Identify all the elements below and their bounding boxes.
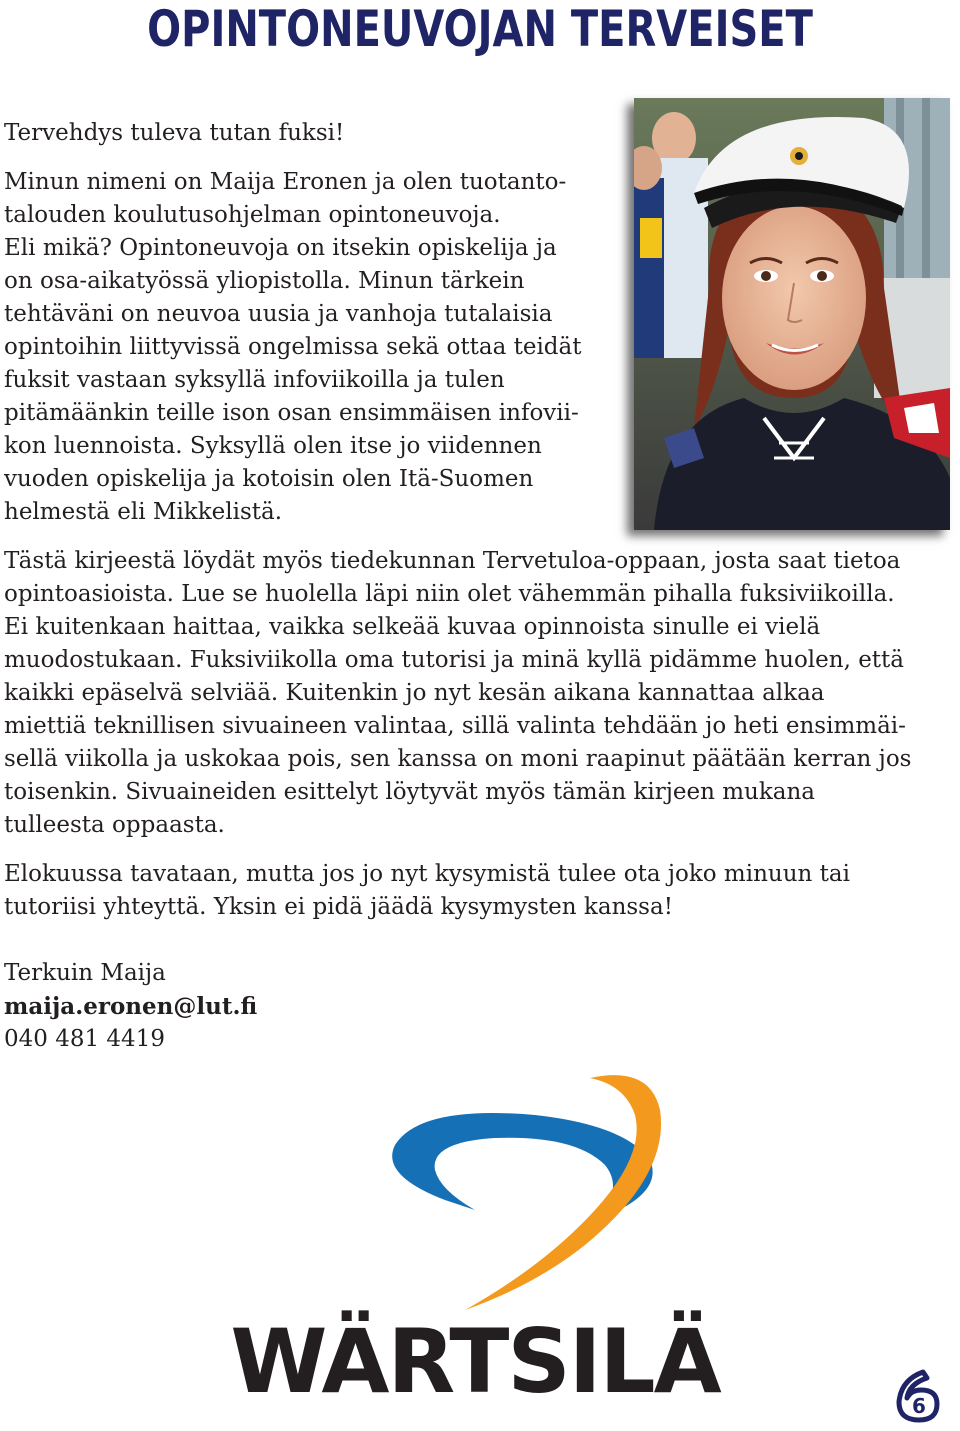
text-line: tulleesta oppaasta.: [4, 812, 225, 838]
page-number-badge: [893, 1368, 945, 1424]
phone-number: 040 481 4419: [4, 1026, 165, 1052]
page-title: OPINTONEUVOJAN TERVEISET: [147, 0, 813, 58]
text-line: opintoihin liittyvissä ongelmissa sekä ottaa teidät: [4, 334, 582, 360]
text-line: Eli mikä? Opintoneuvoja on itsekin opiskelija ja: [4, 235, 557, 261]
intro-text: [4, 117, 344, 150]
wartsila-wordmark: WÄRTSILÄ: [230, 1310, 720, 1400]
text-line: Tervehdys tuleva tutan fuksi!: [4, 120, 345, 146]
text-line: kon luennoista. Syksyllä olen itse jo viidennen: [4, 433, 542, 459]
text-line: Minun nimeni on Maija Eronen ja olen tuotanto-: [4, 169, 567, 195]
text-line: miettiä teknillisen sivuaineen valintaa, sillä valinta tehdään jo heti ensimmäi-: [4, 713, 906, 739]
text-line: muodostukaan. Fuksiviikolla oma tutorisi ja minä kyllä pidämme huolen, että: [4, 647, 904, 673]
portrait-illustration: [634, 98, 950, 530]
text-line: vuoden opiskelija ja kotoisin olen Itä-Suomen: [4, 466, 534, 492]
body-paragraph: [4, 545, 911, 842]
signature-greeting: Terkuin Maija: [4, 960, 166, 986]
wartsila-logo: [205, 1070, 745, 1400]
text-line: kaikki epäselvä selviää. Kuitenkin jo nyt kesän aikana kannattaa alkaa: [4, 680, 825, 706]
text-line: fuksit vastaan syksyllä infoviikoilla ja tulen: [4, 367, 505, 393]
text-line: pitämäänkin teille ison osan ensimmäisen infovii-: [4, 400, 579, 426]
email-link[interactable]: maija.eronen@lut.fi: [4, 993, 258, 1020]
text-line: talouden koulutusohjelman opintoneuvoja.: [4, 202, 501, 228]
closing-paragraph: [4, 858, 850, 924]
text-line: Ei kuitenkaan haittaa, vaikka selkeää kuvaa opinnoista sinulle ei vielä: [4, 614, 821, 640]
page-number-graphic: [893, 1368, 945, 1424]
text-line: toisenkin. Sivuaineiden esittelyt löytyvät myös tämän kirjeen mukana: [4, 779, 816, 805]
portrait-photo: [634, 98, 950, 530]
text-line: sellä viikolla ja uskokaa pois, sen kanssa on moni raapinut päätään kerran jos: [4, 746, 912, 772]
page-number: 6: [912, 1394, 926, 1418]
text-line: helmestä eli Mikkelistä.: [4, 499, 283, 525]
text-line: Tästä kirjeestä löydät myös tiedekunnan Tervetuloa-oppaan, josta saat tietoa: [4, 548, 901, 574]
text-line: on osa-aikatyössä yliopistolla. Minun tärkein: [4, 268, 525, 294]
text-line: Elokuussa tavataan, mutta jos jo nyt kysymistä tulee ota joko minuun tai: [4, 861, 850, 887]
intro-paragraph: [4, 166, 581, 529]
text-line: tutoriisi yhteyttä. Yksin ei pidä jäädä kysymysten kanssa!: [4, 894, 673, 920]
text-line: tehtäväni on neuvoa uusia ja vanhoja tutalaisia: [4, 301, 553, 327]
wartsila-logo-graphic: [205, 1070, 745, 1400]
signature: [4, 957, 257, 1056]
text-line: opintoasioista. Lue se huolella läpi niin olet vähemmän pihalla fuksiviikoilla.: [4, 581, 895, 607]
